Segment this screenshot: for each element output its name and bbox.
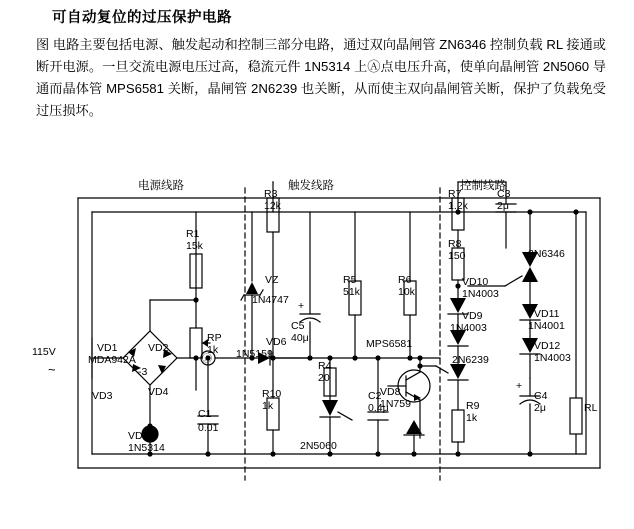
component-VD11-name: VD11 [534,308,560,320]
component-bridge-name: MDA942A [88,354,136,366]
component-R3-name: R3 [264,188,278,200]
section-label-power: 电源线路 [138,180,184,192]
component-VD6-value: 1N5159 [236,348,273,360]
component-V1-name: 2N5060 [300,440,337,452]
component-R10-name: R10 [262,388,282,400]
c4-polarity-icon: + [516,380,523,392]
component-R7-value: 1.2k [448,200,468,212]
component-R9-name: R9 [466,400,480,412]
component-C3-value: 2μ [497,200,509,212]
component-VD4-label: VD4 [148,386,169,398]
source-ac-icon: ~ [48,362,56,377]
component-C5-value: 40μ [291,332,309,344]
component-VD2-label: VD2 [148,342,169,354]
component-R6-value: 10k [398,286,415,298]
component-VD8-value: 1N759 [380,398,411,410]
description-paragraph: 图 电路主要包括电源、触发起动和控制三部分电路，通过双向晶闸管 ZN6346 控制负载 RL 接通或断开电源。一旦交流电源电压过高，稳流元件 1N5314 上Ⓐ点电压升高，使单向晶闸管 2N5060 导通而晶体管 MPS6581 关断，晶闸管 2N6239 也关断，从而使主双向晶闸管关断，保护了负载免受过压损坏。 [36,37,606,118]
component-R5-value: 51k [343,286,360,298]
component-RP-value: 1k [207,344,219,356]
component-R7-name: R7 [448,188,462,200]
component-VD12-value: 1N4003 [534,352,571,364]
component-R10-value: 1k [262,400,274,412]
component-VD12-name: VD12 [534,340,561,352]
component-RL-name: RL [584,402,598,414]
circuit-svg [0,168,634,508]
component-R1-name: R1 [186,228,200,240]
component-VD9-value: 1N4003 [450,322,487,334]
component-VD11-value: 1N4001 [528,320,565,332]
component-bridge-value: -3 [138,366,148,378]
page-title: 可自动复位的过压保护电路 [52,10,232,26]
component-C1-value: 0.01 [198,422,219,434]
section-label-trigger: 触发线路 [288,180,334,192]
component-VD7-name: VD7 [128,430,149,442]
component-C2-name: C2 [368,390,382,402]
component-VD3-label: VD3 [92,390,113,402]
component-VZ-name: VZ [265,274,279,286]
component-VD10-value: 1N4003 [462,288,499,300]
component-VD10-name: VD10 [462,276,489,288]
component-R3-value: 12k [264,200,281,212]
component-C3-name: C3 [497,188,511,200]
component-VZ-value: 1N4747 [252,294,289,306]
component-C4-name: C4 [534,390,548,402]
component-VD9-name: VD9 [462,310,483,322]
component-R8-value: 150 [448,250,466,262]
component-R1-value: 15k [186,240,203,252]
component-R8-name: R8 [448,238,462,250]
component-R6-name: R6 [398,274,412,286]
component-V4-name: 2N6346 [528,248,565,260]
component-C4-value: 2μ [534,402,546,414]
node-A-label: Ⓐ [202,354,212,365]
component-V2-name: MPS6581 [366,338,413,350]
component-R9-value: 1k [466,412,478,424]
component-C1-name: C1 [198,408,212,420]
circuit-diagram [0,168,634,508]
component-V3-name: 2N6239 [452,354,489,366]
section-label-control: 控制线路 [460,180,506,192]
component-VD1-label: VD1 [97,342,118,354]
component-VD8-name: VD8 [380,386,401,398]
component-VD6-name: VD6 [266,336,287,348]
component-R4-value: 20 [318,372,330,384]
component-C2-value: 0.4μ [368,402,389,414]
component-R5-name: R5 [343,274,357,286]
c5-polarity-icon: + [298,300,305,312]
component-VD7-value: 1N5314 [128,442,165,454]
component-R4-name: R4 [318,360,332,372]
component-RP-name: RP [207,332,222,344]
source-voltage-label: 115V [32,346,56,358]
component-C5-name: C5 [291,320,305,332]
